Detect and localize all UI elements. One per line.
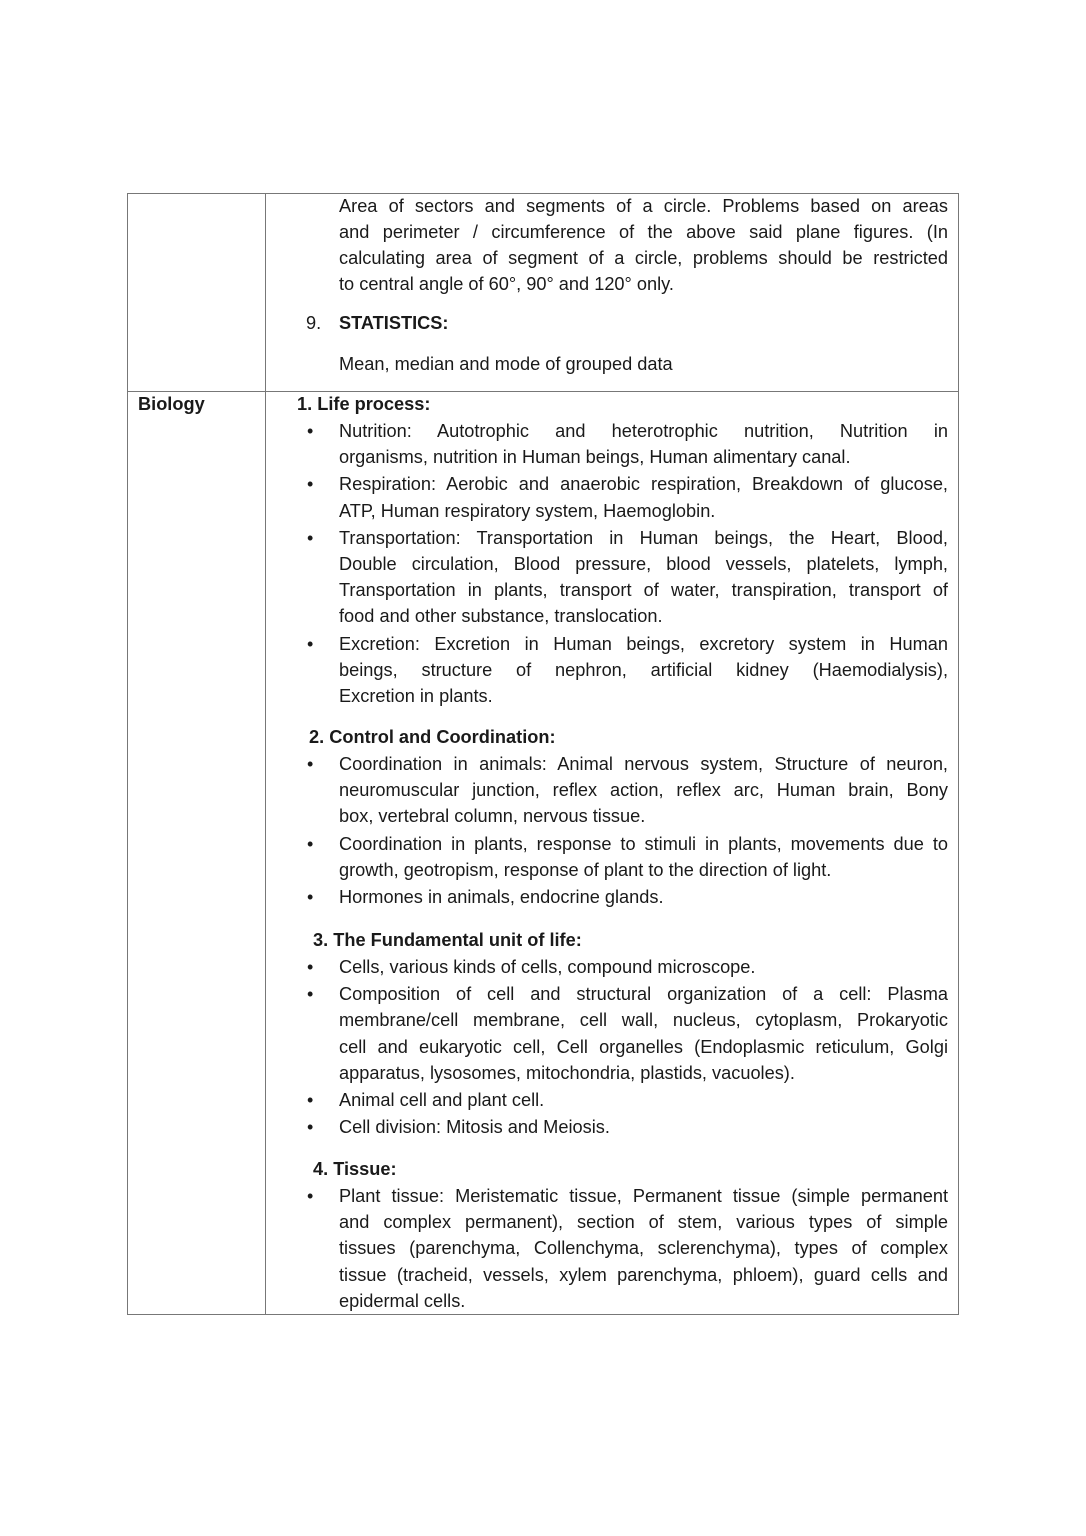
text-line: cell and eukaryotic cell, Cell organelles (Endoplasmic reticulum, Golgi [339,1036,948,1057]
statistics-title: STATISTICS: [339,313,449,333]
text-line: Respiration: Aerobic and anaerobic respiration, Breakdown of glucose, [339,474,948,495]
statistics-text: Mean, median and mode of grouped data [339,354,673,374]
list-item [339,954,948,980]
bullet-icon: • [307,633,314,654]
list-item [339,981,948,1086]
text-line: and complex permanent), section of stem, various types of simple [339,1212,948,1233]
text-line: food and other substance, translocation. [339,606,663,627]
text-line: box, vertebral column, nervous tissue. [339,806,646,827]
text-line: tissue (tracheid, vessels, xylem parenchyma, phloem), guard cells and [339,1264,948,1285]
mensuration-paragraph [339,193,948,297]
list-item [339,751,948,830]
text-line: Area of sectors and segments of a circle. Problems based on areas [339,196,948,216]
bullet-icon: • [307,984,314,1005]
text-line: beings, structure of nephron, artificial kidney (Haemodialysis), [339,659,948,680]
list-item [339,884,948,910]
bullet-icon: • [307,421,314,441]
bullet-icon: • [307,754,314,774]
text-line: Excretion in plants. [339,685,493,706]
text-line: calculating area of segment of a circle, problems should be restricted [339,248,948,268]
text-line: and perimeter / circumference of the above said plane figures. (In [339,222,948,242]
row-divider [127,391,959,392]
list-item [339,831,948,883]
text-line: growth, geotropism, response of plant to the direction of light. [339,859,832,880]
text-line: apparatus, lysosomes, mitochondria, plastids, vacuoles). [339,1062,795,1083]
text-line: to central angle of 60°, 90° and 120° only. [339,274,674,294]
section-title: 3. The Fundamental unit of life: [313,930,582,950]
text-line: Transportation in plants, transport of water, transpiration, transport of [339,580,948,601]
text-line: neuromuscular junction, reflex action, reflex arc, Human brain, Bony [339,780,948,801]
column-divider [265,193,266,1315]
text-line: Coordination in animals: Animal nervous system, Structure of neuron, [339,754,948,774]
text-line: Double circulation, Blood pressure, blood vessels, platelets, lymph, [339,553,948,574]
statistics-number: 9. [306,313,322,333]
bullet-icon: • [307,527,314,548]
text-line: organisms, nutrition in Human beings, Human alimentary canal. [339,447,851,468]
list-item [339,418,948,470]
bullet-icon: • [307,957,314,977]
list-item [339,1087,948,1113]
text-line: Coordination in plants, response to stimuli in plants, movements due to [339,833,948,854]
section-title: 2. Control and Coordination: [309,727,556,747]
bullet-icon: • [307,474,314,495]
text-line: Nutrition: Autotrophic and heterotrophic nutrition, Nutrition in [339,421,948,441]
list-item [339,471,948,523]
bullet-icon: • [307,1186,314,1206]
text-line: Cells, various kinds of cells, compound microscope. [339,957,756,977]
subject-label: Biology [138,394,205,414]
bullet-icon: • [307,887,314,907]
list-item [339,631,948,710]
text-line: Hormones in animals, endocrine glands. [339,887,664,907]
section-title: 1. Life process: [297,394,431,414]
bullet-icon: • [307,833,314,854]
text-line: Plant tissue: Meristematic tissue, Permanent tissue (simple permanent [339,1186,948,1206]
text-line: Transportation: Transportation in Human beings, the Heart, Blood, [339,527,948,548]
list-item [339,525,948,630]
list-item [339,1114,948,1140]
section-title: 4. Tissue: [313,1159,397,1179]
list-item [339,1183,948,1314]
text-line: tissues (parenchyma, Collenchyma, sclerenchyma), types of complex [339,1238,948,1259]
text-line: Cell division: Mitosis and Meiosis. [339,1117,610,1138]
bullet-icon: • [307,1090,314,1110]
text-line: Animal cell and plant cell. [339,1090,545,1110]
text-line: Excretion: Excretion in Human beings, excretory system in Human [339,633,948,654]
text-line: epidermal cells. [339,1290,466,1311]
bullet-icon: • [307,1117,314,1138]
text-line: ATP, Human respiratory system, Haemoglobin. [339,500,716,521]
text-line: membrane/cell membrane, cell wall, nucleus, cytoplasm, Prokaryotic [339,1010,948,1031]
text-line: Composition of cell and structural organization of a cell: Plasma [339,984,948,1005]
